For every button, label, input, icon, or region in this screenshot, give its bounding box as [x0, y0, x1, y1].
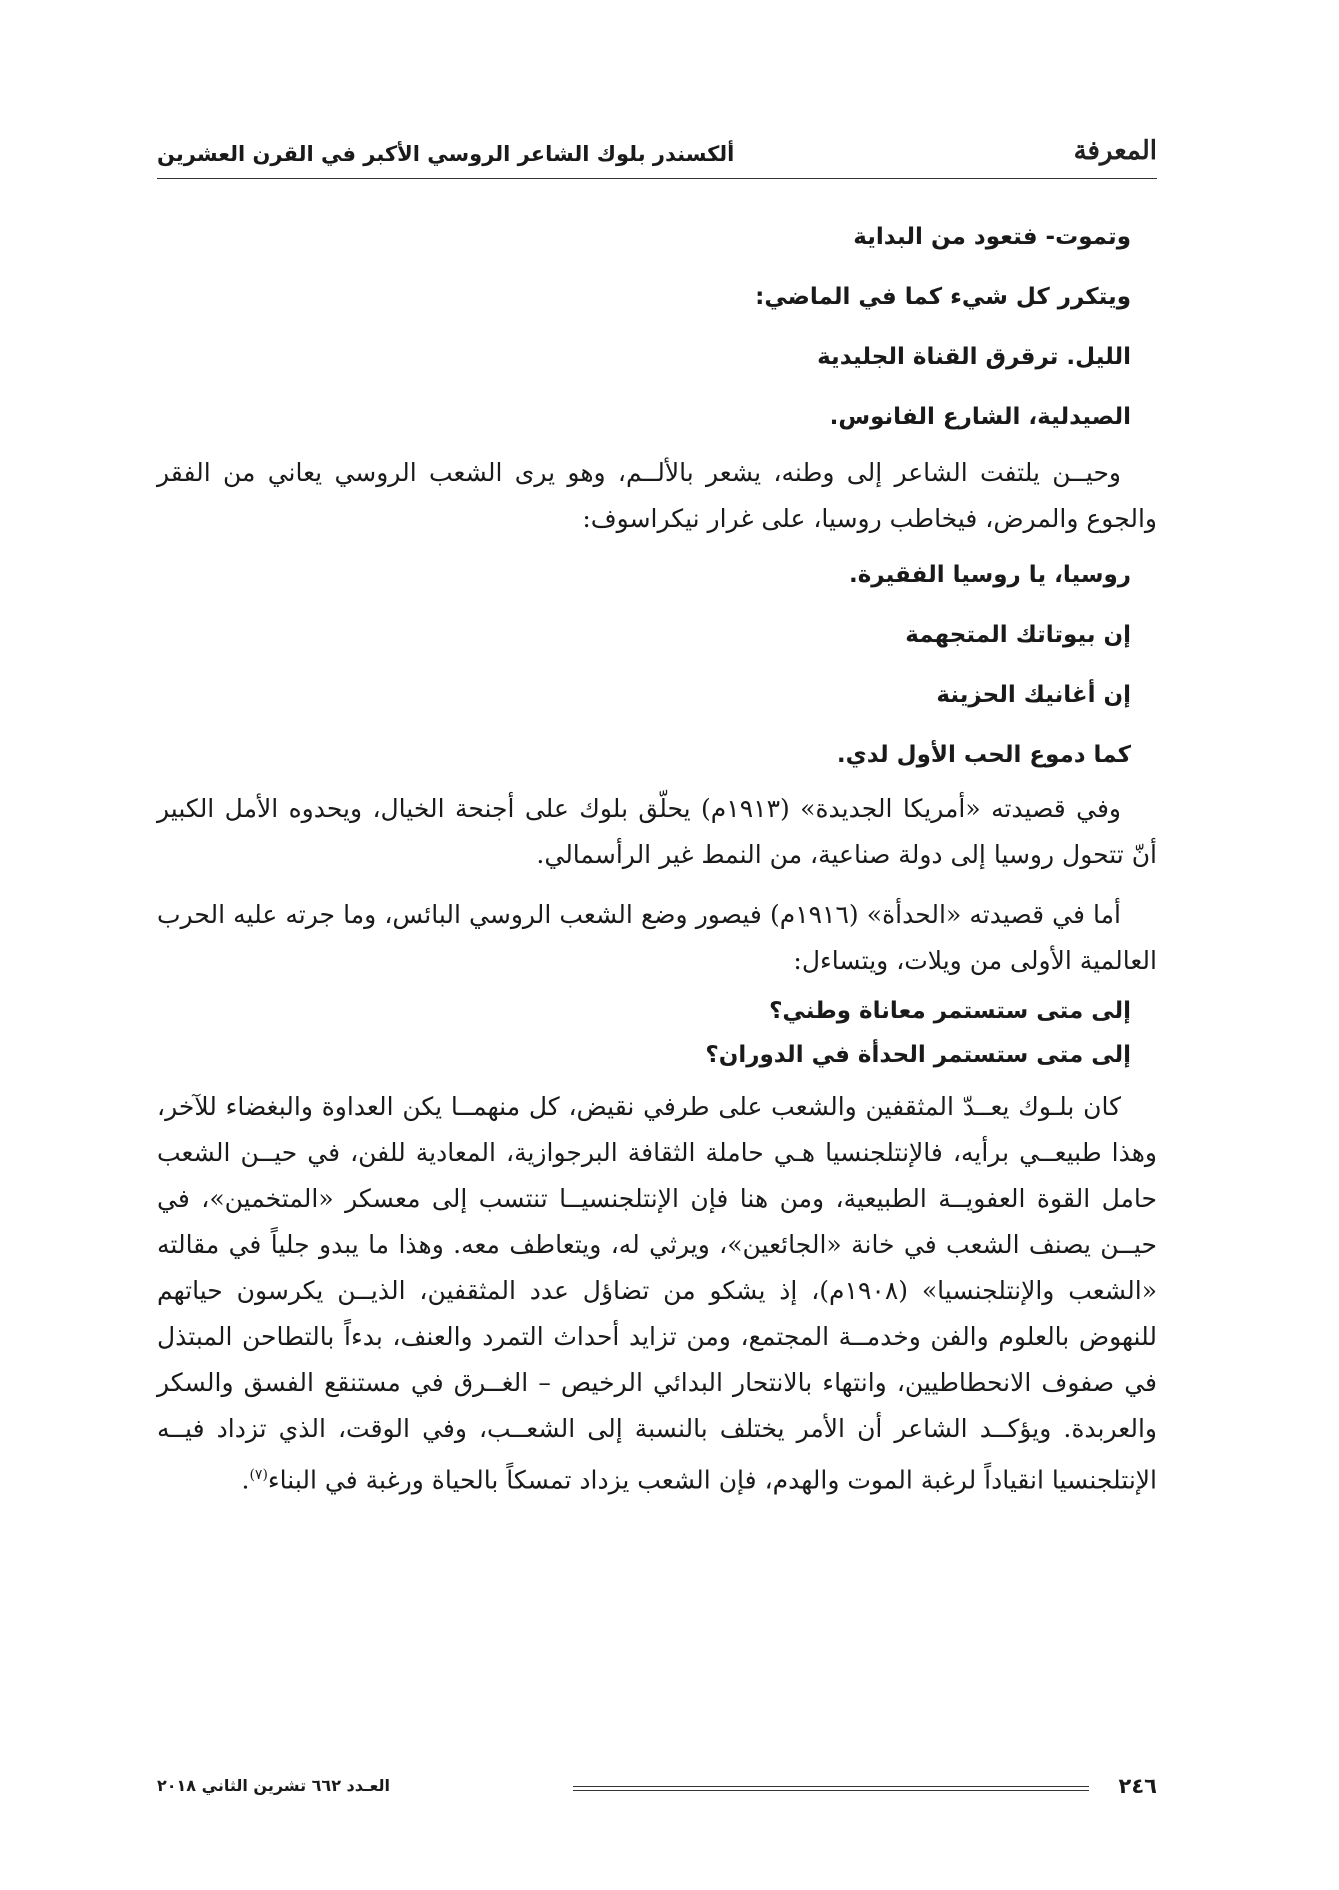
- header-rule: [157, 178, 1157, 179]
- footnote-marker[interactable]: (٧): [249, 1467, 268, 1483]
- paragraph-end: .: [241, 1465, 250, 1495]
- verse-line: وتموت- فتعود من البداية: [853, 224, 1131, 250]
- page-header: [157, 136, 1157, 176]
- verse-line: الليل. ترقرق القناة الجليدية: [817, 344, 1131, 370]
- paragraph: وفي قصيدته «أمريكا الجديدة» (١٩١٣م) يحلّق بلوك على أجنحة الخيال، ويحدوه الأمل الكبير أنّ تتحول روسيا إلى دولة صناعية، من النمط غير الرأسمالي.: [157, 794, 1157, 869]
- page-footer: [157, 1774, 1157, 1804]
- article-body: [157, 222, 1157, 1517]
- journal-logo: المعرفة: [1073, 136, 1157, 166]
- paragraph: أما في قصيدته «الحدأة» (١٩١٦م) فيصور وضع الشعب الروسي البائس، وما جرته عليه الحرب العالمية الأولى من ويلات، ويتساءل:: [157, 900, 1157, 975]
- footer-rule: [573, 1786, 1089, 1791]
- paragraph: [157, 1084, 1157, 1503]
- verse-line: كما دموع الحب الأول لدي.: [836, 742, 1131, 768]
- verse-line: إلى متى ستستمر معاناة وطني؟: [769, 998, 1131, 1024]
- verse-line: ويتكرر كل شيء كما في الماضي:: [755, 284, 1131, 310]
- issue-info: العـدد ٦٦٢ تشرين الثاني ٢٠١٨: [157, 1776, 390, 1795]
- verse-line: روسيا، يا روسيا الفقيرة.: [848, 562, 1131, 588]
- page-number: ٢٤٦: [1118, 1774, 1157, 1798]
- paragraph-text: كان بلـوك يعــدّ المثقفين والشعب على طرفي نقيض، كل منهمــا يكن العداوة والبغضاء للآخر، وهذا طبيعــي برأيه، فالإنتلجنسيا هـي حاملة الثقافة البرجوازية، المعادية للفن، في حيــن الشعب حامل القوة العفويــة الطبيعية، ومن هنا فإن الإنتلجنسيــا تنتسب إلى معسكر «المتخمين»، في حيــن يصنف الشعب في خانة «الجائعين»، ويرثي له، ويتعاطف معه. وهذا ما يبدو جلياً في مقالته «الشعب والإنتلجنسيا» (١٩٠٨م)، إذ يشكو من تضاؤل عدد المثقفين، الذيــن يكرسون حياتهم للنهوض بالعلوم والفن وخدمــة المجتمع، ومن تزايد أحداث التمرد والعنف، بدءاً بالتطاحن المبتذل في صفوف الانحطاطيين، وانتهاء بالانتحار البدائي الرخيص – الغــرق في مستنقع الفسق والسكر والعربدة. ويؤكــد الشاعر أن الأمر يختلف بالنسبة إلى الشعــب، وفي الوقت، الذي تزداد فيــه الإنتلجنسيا انقياداً لرغبة الموت والهدم، فإن الشعب يزداد تمسكاً بالحياة ورغبة في البناء: [157, 1092, 1157, 1495]
- running-title: ألكسندر بلوك الشاعر الروسي الأكبر في القرن العشرين: [157, 142, 735, 166]
- verse-line: الصيدلية، الشارع الفانوس.: [829, 404, 1131, 430]
- verse-line: إن أغانيك الحزينة: [936, 682, 1131, 708]
- paragraph: وحيــن يلتفت الشاعر إلى وطنه، يشعر بالألــم، وهو يرى الشعب الروسي يعاني من الفقر والجوع والمرض، فيخاطب روسيا، على غرار نيكراسوف:: [157, 458, 1157, 533]
- verse-line: إلى متى ستستمر الحدأة في الدوران؟: [705, 1042, 1131, 1068]
- verse-line: إن بيوتاتك المتجهمة: [905, 622, 1131, 648]
